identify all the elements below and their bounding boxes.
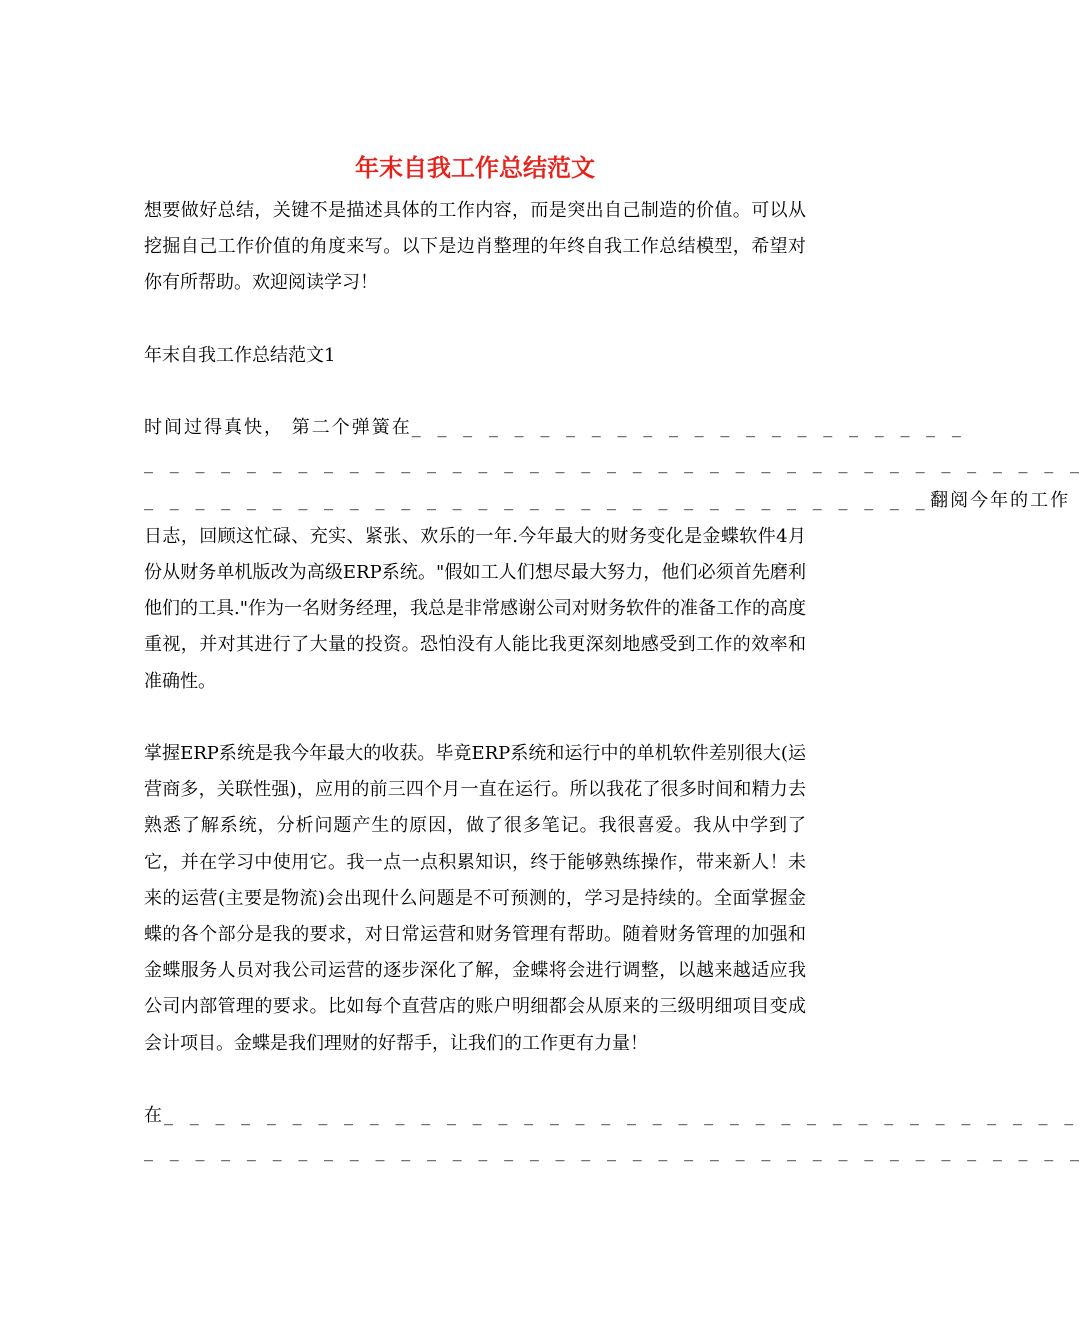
paragraph-3-start: 在 <box>144 1104 164 1126</box>
paragraph-1-blank-1: _ _ _ _ _ _ _ _ _ _ _ _ _ _ _ _ _ _ _ _ _ _ <box>411 417 967 439</box>
paragraph-1-rest-start: 翻阅今年的工作 <box>930 489 1071 511</box>
paragraph-2: 掌握ERP系统是我今年最大的收获。毕竟ERP系统和运行中的单机软件差别很大(运营商多，关联性强)，应用的前三四个月一直在运行。所以我花了很多时间和精力去熟悉了解系统，分析问题产生的原因，做了很多笔记。我很喜爱。我从中学到了它，并在学习中使用它。我一点一点积累知识，终于能够熟练操作，带来新人！未来的运营(主要是物流)会出现什么问题是不可预测的，学习是持续的。全面掌握金蝶的各个部分是我的要求，对日常运营和财务管理有帮助。随着财务管理的加强和金蝶服务人员对我公司运营的逐步深化了解，金蝶将会进行调整，以越来越适应我公司内部管理的要求。比如每个直营店的账户明细都会从原来的三级明细项目变成会计项目。金蝶是我们理财的好帮手，让我们的工作更有力量！ <box>144 742 806 1054</box>
paragraph-1-line-2 <box>144 446 1084 482</box>
paragraph-3-line-2 <box>144 1134 1084 1170</box>
paragraph-3 <box>144 1098 1084 1170</box>
paragraph-1 <box>144 410 1084 700</box>
document-body <box>144 193 1084 1207</box>
paragraph-3-blank-1: _ _ _ _ _ _ _ _ _ _ _ _ _ _ _ _ _ _ _ _ _ _ _ _ _ _ _ _ _ _ _ _ _ _ _ _ <box>164 1104 1079 1126</box>
paragraph-1-start: 时间过得真快， 第二个弹簧在 <box>144 417 412 439</box>
paragraph-1-line-1 <box>144 410 967 446</box>
section-heading: 年末自我工作总结范文1 <box>144 344 336 366</box>
paragraph-1-body: 日志，回顾这忙碌、充实、紧张、欢乐的一年.今年最大的财务变化是金蝶软件4月份从财务单机版改为高级ERP系统。"假如工人们想尽最大努力，他们必须首先磨利他们的工具."作为一名财务经理，我总是非常感谢公司对财务软件的准备工作的高度重视，并对其进行了大量的投资。恐怕没有人能比我更深刻地感受到工作的效率和准确性。 <box>144 525 806 692</box>
paragraph-1-blank-3: _ _ _ _ _ _ _ _ _ _ _ _ _ _ _ _ _ _ _ _ _ _ _ _ _ _ _ _ _ _ _ <box>144 489 931 511</box>
paragraph-1-blank-2: _ _ _ _ _ _ _ _ _ _ _ _ _ _ _ _ _ _ _ _ _ _ _ _ _ _ _ _ _ _ _ _ _ _ _ _ _ <box>144 453 1084 475</box>
intro-paragraph: 想要做好总结，关键不是描述具体的工作内容，而是突出自己制造的价值。可以从挖掘自己工作价值的角度来写。以下是边肖整理的年终自我工作总结模型，希望对你有所帮助。欢迎阅读学习！ <box>144 200 806 294</box>
document-title: 年末自我工作总结范文 <box>355 153 595 182</box>
paragraph-3-blank-2: _ _ _ _ _ _ _ _ _ _ _ _ _ _ _ _ _ _ _ _ _ _ _ _ _ _ _ _ _ _ _ _ _ _ _ _ _ <box>144 1141 1084 1163</box>
paragraph-3-line-1 <box>144 1098 1079 1134</box>
paragraph-1-line-3 <box>144 483 1071 519</box>
